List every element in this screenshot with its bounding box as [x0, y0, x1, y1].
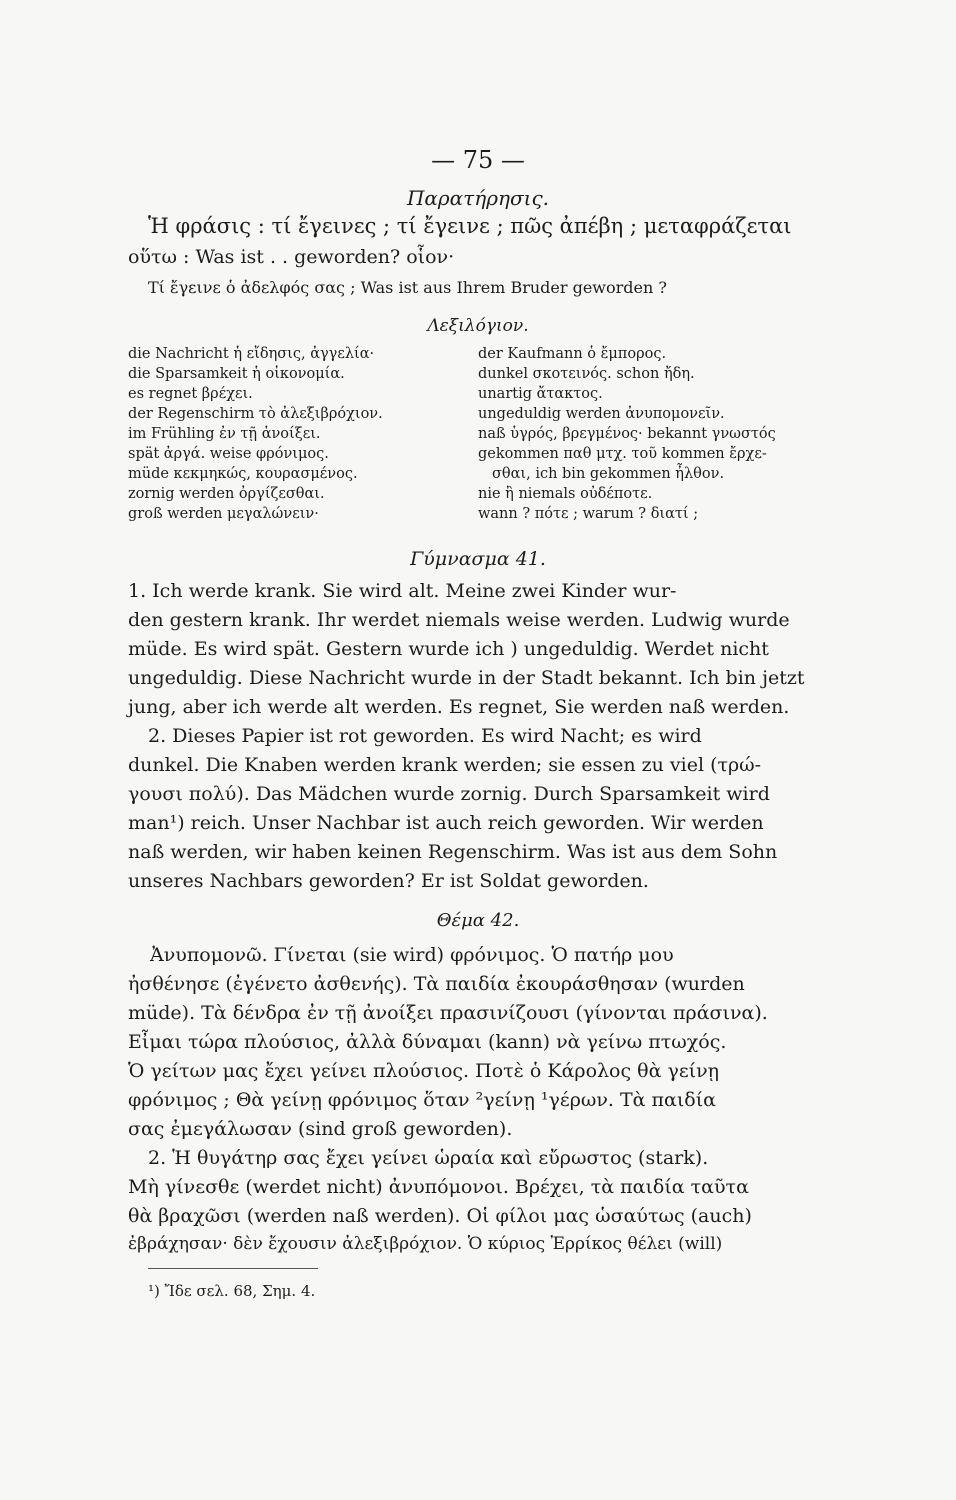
exercise-line: den gestern krank. Ihr werdet niemals weise werden. Ludwig wurde [128, 609, 790, 631]
vocab-entry: es regnet βρέχει. [128, 386, 253, 402]
vocab-entry: wann ? πότε ; warum ? διατί ; [478, 506, 699, 522]
intro-line: οὕτω : Was ist . . geworden? οἷον· [128, 246, 455, 268]
theme-line: Εἶμαι τώρα πλούσιος, ἀλλὰ δύναμαι (kann) νὰ γείνω πτωχός. [128, 1031, 727, 1053]
exercise-line: müde. Es wird spät. Gestern wurde ich ) ungeduldig. Werdet nicht [128, 638, 769, 660]
vocab-entry: spät ἀργά. weise φρόνιμος. [128, 446, 329, 462]
theme-line: φρόνιμος ; Θὰ γείνῃ φρόνιμος ὅταν ²γείνῃ ¹γέρων. Τὰ παιδία [128, 1089, 717, 1111]
footnote: ¹) Ἴδε σελ. 68, Σημ. 4. [148, 1282, 316, 1300]
exercise-line: ungeduldig. Diese Nachricht wurde in der Stadt bekannt. Ich bin jetzt [128, 667, 805, 689]
exercise-line: naß werden, wir haben keinen Regenschirm. Was ist aus dem Sohn [128, 841, 778, 863]
section-title: Παρατήρησις. [406, 186, 550, 210]
vocab-entry: naß ὑγρός, βρεγμένος· bekannt γνωστός [478, 426, 776, 442]
exercise-line: man¹) reich. Unser Nachbar ist auch reich geworden. Wir werden [128, 812, 764, 834]
vocabulary-title: Λεξιλόγιον. [427, 316, 529, 336]
vocab-entry: groß werden μεγαλώνειν· [128, 506, 319, 522]
footnote-divider [148, 1268, 318, 1269]
exercise-line: dunkel. Die Knaben werden krank werden; sie essen zu viel (τρώ- [128, 754, 762, 776]
vocab-entry: der Kaufmann ὁ ἔμπορος. [478, 346, 667, 362]
exercise-line: jung, aber ich werde alt werden. Es regnet, Sie werden naß werden. [128, 696, 790, 718]
theme-title: Θέμα 42. [436, 910, 520, 931]
theme-line: σας ἐμεγάλωσαν (sind groß geworden). [128, 1118, 513, 1140]
theme-line: Ὁ γείτων μας ἔχει γείνει πλούσιος. Ποτὲ ὁ Κάρολος θὰ γείνῃ [128, 1060, 720, 1082]
vocab-entry: σθαι, ich bin gekommen ἦλθον. [492, 466, 725, 482]
exercise-title: Γύμνασμα 41. [410, 548, 546, 570]
exercise-line: 2. Dieses Papier ist rot geworden. Es wird Nacht; es wird [148, 725, 702, 747]
vocab-entry: der Regenschirm τὸ ἀλεξιβρόχιον. [128, 406, 383, 422]
theme-line: Ἀνυπομονῶ. Γίνεται (sie wird) φρόνιμος. Ὁ πατήρ μου [150, 944, 674, 966]
theme-line: 2. Ἡ θυγάτηρ σας ἔχει γείνει ὡραία καὶ εὔρωστος (stark). [148, 1147, 709, 1169]
exercise-line: 1. Ich werde krank. Sie wird alt. Meine zwei Kinder wur- [128, 580, 677, 602]
vocab-entry: nie ἢ niemals οὐδέποτε. [478, 486, 653, 502]
vocab-entry: müde κεκμηκώς, κουρασμένος. [128, 466, 358, 482]
vocab-entry: die Nachricht ἡ εἴδησις, ἀγγελία· [128, 346, 375, 362]
vocab-entry: im Frühling ἐν τῇ ἀνοίξει. [128, 426, 321, 442]
exercise-line: unseres Nachbars geworden? Er ist Soldat geworden. [128, 870, 649, 892]
theme-line: ἐβράχησαν· δὲν ἔχουσιν ἀλεξιβρόχιον. Ὁ κύριος Ἐρρίκος θέλει (will) [128, 1234, 723, 1254]
exercise-line: γουσι πολύ). Das Mädchen wurde zornig. Durch Sparsamkeit wird [128, 783, 770, 805]
intro-line: Τί ἔγεινε ὁ ἀδελφός σας ; Was ist aus Ihrem Bruder geworden ? [148, 278, 667, 297]
theme-line: ἠσθένησε (ἐγένετο ἀσθενής). Τὰ παιδία ἐκουράσθησαν (wurden [128, 973, 745, 995]
vocab-entry: ungeduldig werden ἀνυπομονεῖν. [478, 406, 725, 422]
vocab-entry: gekommen παθ μτχ. τοῦ kommen ἔρχε- [478, 446, 767, 462]
page-number: — 75 — [431, 146, 525, 174]
theme-line: Μὴ γίνεσθε (werdet nicht) ἀνυπόμονοι. Βρέχει, τὰ παιδία ταῦτα [128, 1176, 749, 1198]
vocab-entry: die Sparsamkeit ἡ οἰκονομία. [128, 366, 345, 382]
vocab-entry: dunkel σκοτεινός. schon ἤδη. [478, 366, 695, 382]
vocab-entry: zornig werden ὀργίζεσθαι. [128, 486, 325, 502]
intro-line: Ἡ φράσις : τί ἔγεινες ; τί ἔγεινε ; πῶς ἀπέβη ; μεταφράζεται [148, 214, 792, 238]
theme-line: θὰ βραχῶσι (werden naß werden). Οἱ φίλοι μας ὡσαύτως (auch) [128, 1205, 752, 1227]
theme-line: müde). Τὰ δένδρα ἐν τῇ ἀνοίξει πρασινίζουσι (γίνονται πράσινα). [128, 1002, 768, 1024]
vocab-entry: unartig ἄτακτος. [478, 386, 603, 402]
